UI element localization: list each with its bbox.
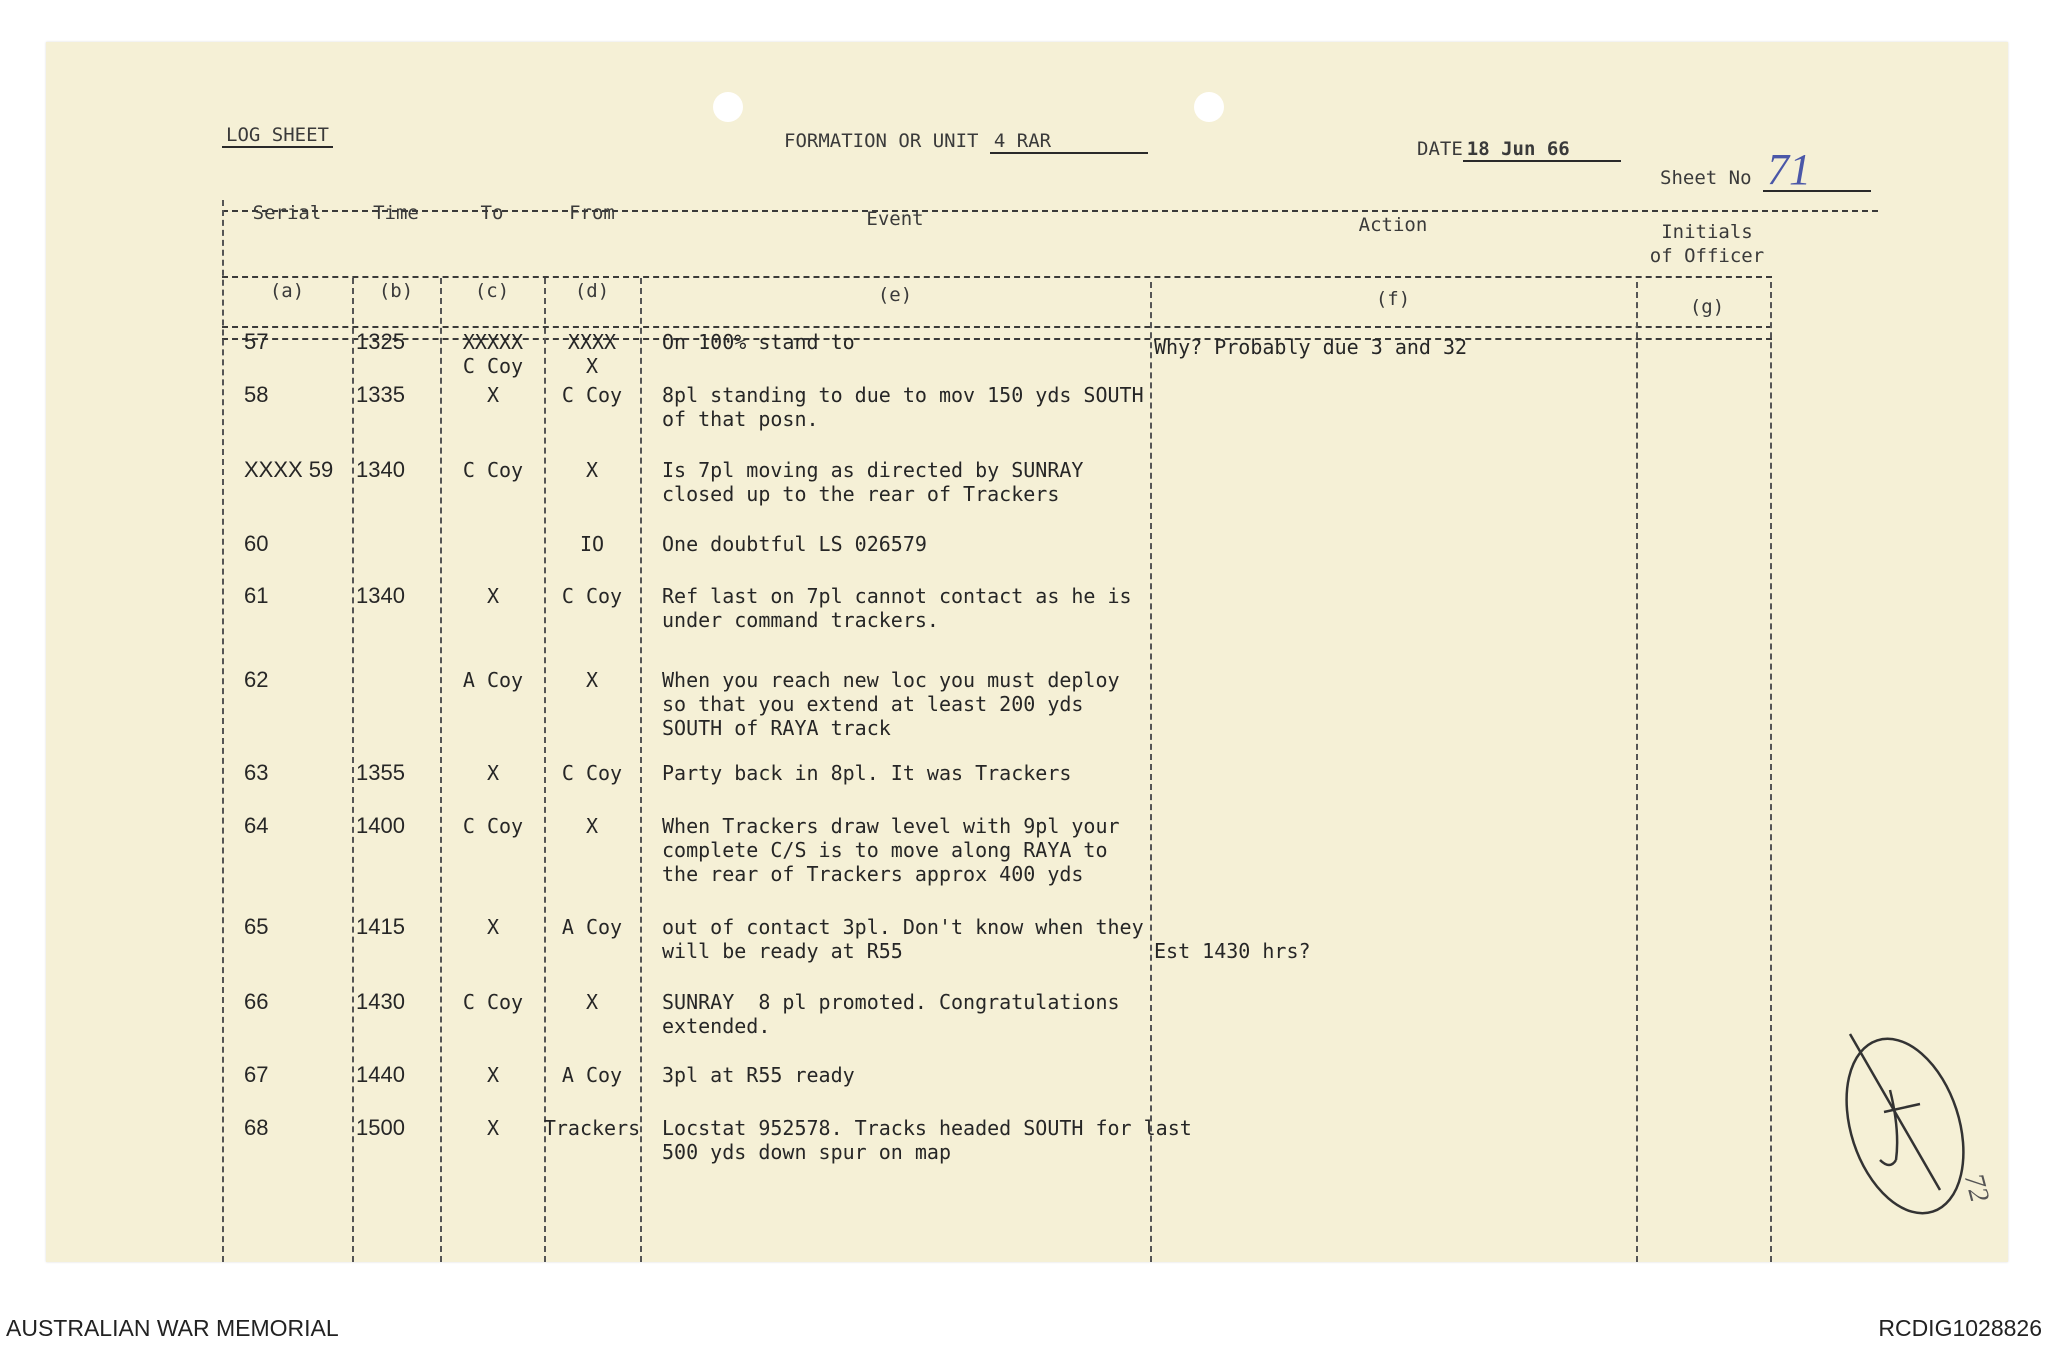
header-mid-rule (222, 276, 1772, 278)
cell-time: 1340 (356, 457, 405, 482)
col-header-event: Event (866, 208, 924, 230)
cell-serial: 67 (244, 1062, 269, 1087)
cell-event: SUNRAY 8 pl promoted. Congratulations extended. (662, 990, 1120, 1038)
cell-serial: 61 (244, 583, 269, 608)
cell-from: X (585, 668, 599, 692)
cell-to: X (486, 915, 500, 939)
cell-event: Ref last on 7pl cannot contact as he is under command trackers. (662, 584, 1132, 632)
cell-serial: 68 (244, 1115, 269, 1140)
header-bottom-rule (222, 326, 1772, 328)
cell-event: Party back in 8pl. It was Trackers (662, 761, 1072, 785)
cell-serial: 60 (244, 531, 269, 556)
col-header-serial: Serial (252, 202, 322, 224)
cell-from: X (585, 458, 599, 482)
cell-from: Trackers (543, 1116, 641, 1140)
col-letter-a: (a) (269, 280, 305, 302)
cell-serial: 57 (244, 329, 269, 354)
cell-from: X (585, 814, 599, 838)
cell-serial: 64 (244, 813, 269, 838)
cell-time: 1340 (356, 583, 405, 608)
col-letter-f: (f) (1375, 288, 1411, 310)
sheet-no-field (1660, 145, 1871, 194)
cell-event: 3pl at R55 ready (662, 1063, 855, 1087)
cell-to: X (486, 584, 500, 608)
col-letter-e: (e) (877, 284, 913, 306)
cell-time: 1415 (356, 914, 405, 939)
cell-time: 1355 (356, 760, 405, 785)
cell-from: C Coy (561, 383, 623, 407)
cell-to: X (486, 1116, 500, 1140)
column-divider (1636, 282, 1638, 1262)
sheet-no-label: Sheet No (1660, 167, 1752, 189)
cell-from: A Coy (561, 1063, 623, 1087)
date-label: DATE (1417, 138, 1463, 160)
cell-serial: 58 (244, 382, 269, 407)
cell-event: Is 7pl moving as directed by SUNRAY closed up to the rear of Trackers (662, 458, 1084, 506)
col-header-initials: Initials of Officer (1649, 221, 1765, 267)
col-header-time: Time (373, 202, 419, 224)
col-letter-d: (d) (574, 280, 610, 302)
cell-from: C Coy (561, 761, 623, 785)
cell-to: X (486, 383, 500, 407)
punch-hole-right (1194, 92, 1224, 122)
cell-to: C Coy (462, 814, 524, 838)
cell-from: X (585, 990, 599, 1014)
date-value: 18 Jun 66 (1463, 138, 1621, 162)
sheet-no-value: 71 (1763, 150, 1871, 192)
cell-event: Locstat 952578. Tracks headed SOUTH for last 500 yds down spur on map (662, 1116, 1192, 1164)
unit-label: FORMATION OR UNIT (784, 130, 979, 152)
cell-from: IO (579, 532, 605, 556)
cell-action: Est 1430 hrs? (1154, 939, 1311, 963)
unit-field (784, 130, 1148, 154)
punch-hole-left (713, 92, 743, 122)
cell-from: C Coy (561, 584, 623, 608)
cell-from: XXXX X (567, 330, 617, 378)
cell-serial: 63 (244, 760, 269, 785)
cell-to: A Coy (462, 668, 524, 692)
cell-to: XXXXX C Coy (462, 330, 524, 378)
cell-event: 8pl standing to due to mov 150 yds SOUTH of that posn. (662, 383, 1144, 431)
col-header-action: Action (1358, 214, 1428, 236)
column-divider (222, 200, 224, 1262)
cell-serial: 66 (244, 989, 269, 1014)
cell-event: When you reach new loc you must deploy so that you extend at least 200 yds SOUTH of RAYA track (662, 668, 1120, 740)
cell-time: 1500 (356, 1115, 405, 1140)
cell-from: A Coy (561, 915, 623, 939)
margin-page-number: 72 (1957, 1170, 1996, 1206)
col-letter-g: (g) (1689, 296, 1725, 318)
cell-time: 1400 (356, 813, 405, 838)
cell-to: X (486, 1063, 500, 1087)
col-header-to: To (480, 202, 504, 224)
cell-event: When Trackers draw level with 9pl your complete C/S is to move along RAYA to the rear of Trackers approx 400 yds (662, 814, 1120, 886)
cell-to: C Coy (462, 458, 524, 482)
cell-to: X (486, 761, 500, 785)
unit-value: 4 RAR (990, 130, 1148, 154)
footer-source: AUSTRALIAN WAR MEMORIAL (6, 1315, 339, 1341)
log-sheet-title: LOG SHEET (222, 124, 333, 148)
cell-time: 1440 (356, 1062, 405, 1087)
cell-time: 1430 (356, 989, 405, 1014)
cell-serial: 65 (244, 914, 269, 939)
col-header-from: From (569, 202, 615, 224)
col-letter-b: (b) (378, 280, 414, 302)
cell-serial: 62 (244, 667, 269, 692)
cell-action: Why? Probably due 3 and 32 (1154, 335, 1468, 359)
column-divider (1770, 282, 1772, 1262)
cell-event: One doubtful LS 026579 (662, 532, 927, 556)
column-divider (352, 278, 354, 1262)
cell-time: 1335 (356, 382, 405, 407)
cell-serial: XXXX 59 (244, 457, 334, 482)
col-letter-c: (c) (474, 280, 510, 302)
cell-time: 1325 (356, 329, 405, 354)
cell-event: On 100% stand to (662, 330, 855, 354)
footer-id: RCDIG1028826 (1878, 1315, 2042, 1341)
cell-event: out of contact 3pl. Don't know when they will be ready at R55 (662, 915, 1144, 963)
cell-to: C Coy (462, 990, 524, 1014)
circled-initials-mark (1830, 1020, 1980, 1220)
date-field (1417, 138, 1621, 162)
